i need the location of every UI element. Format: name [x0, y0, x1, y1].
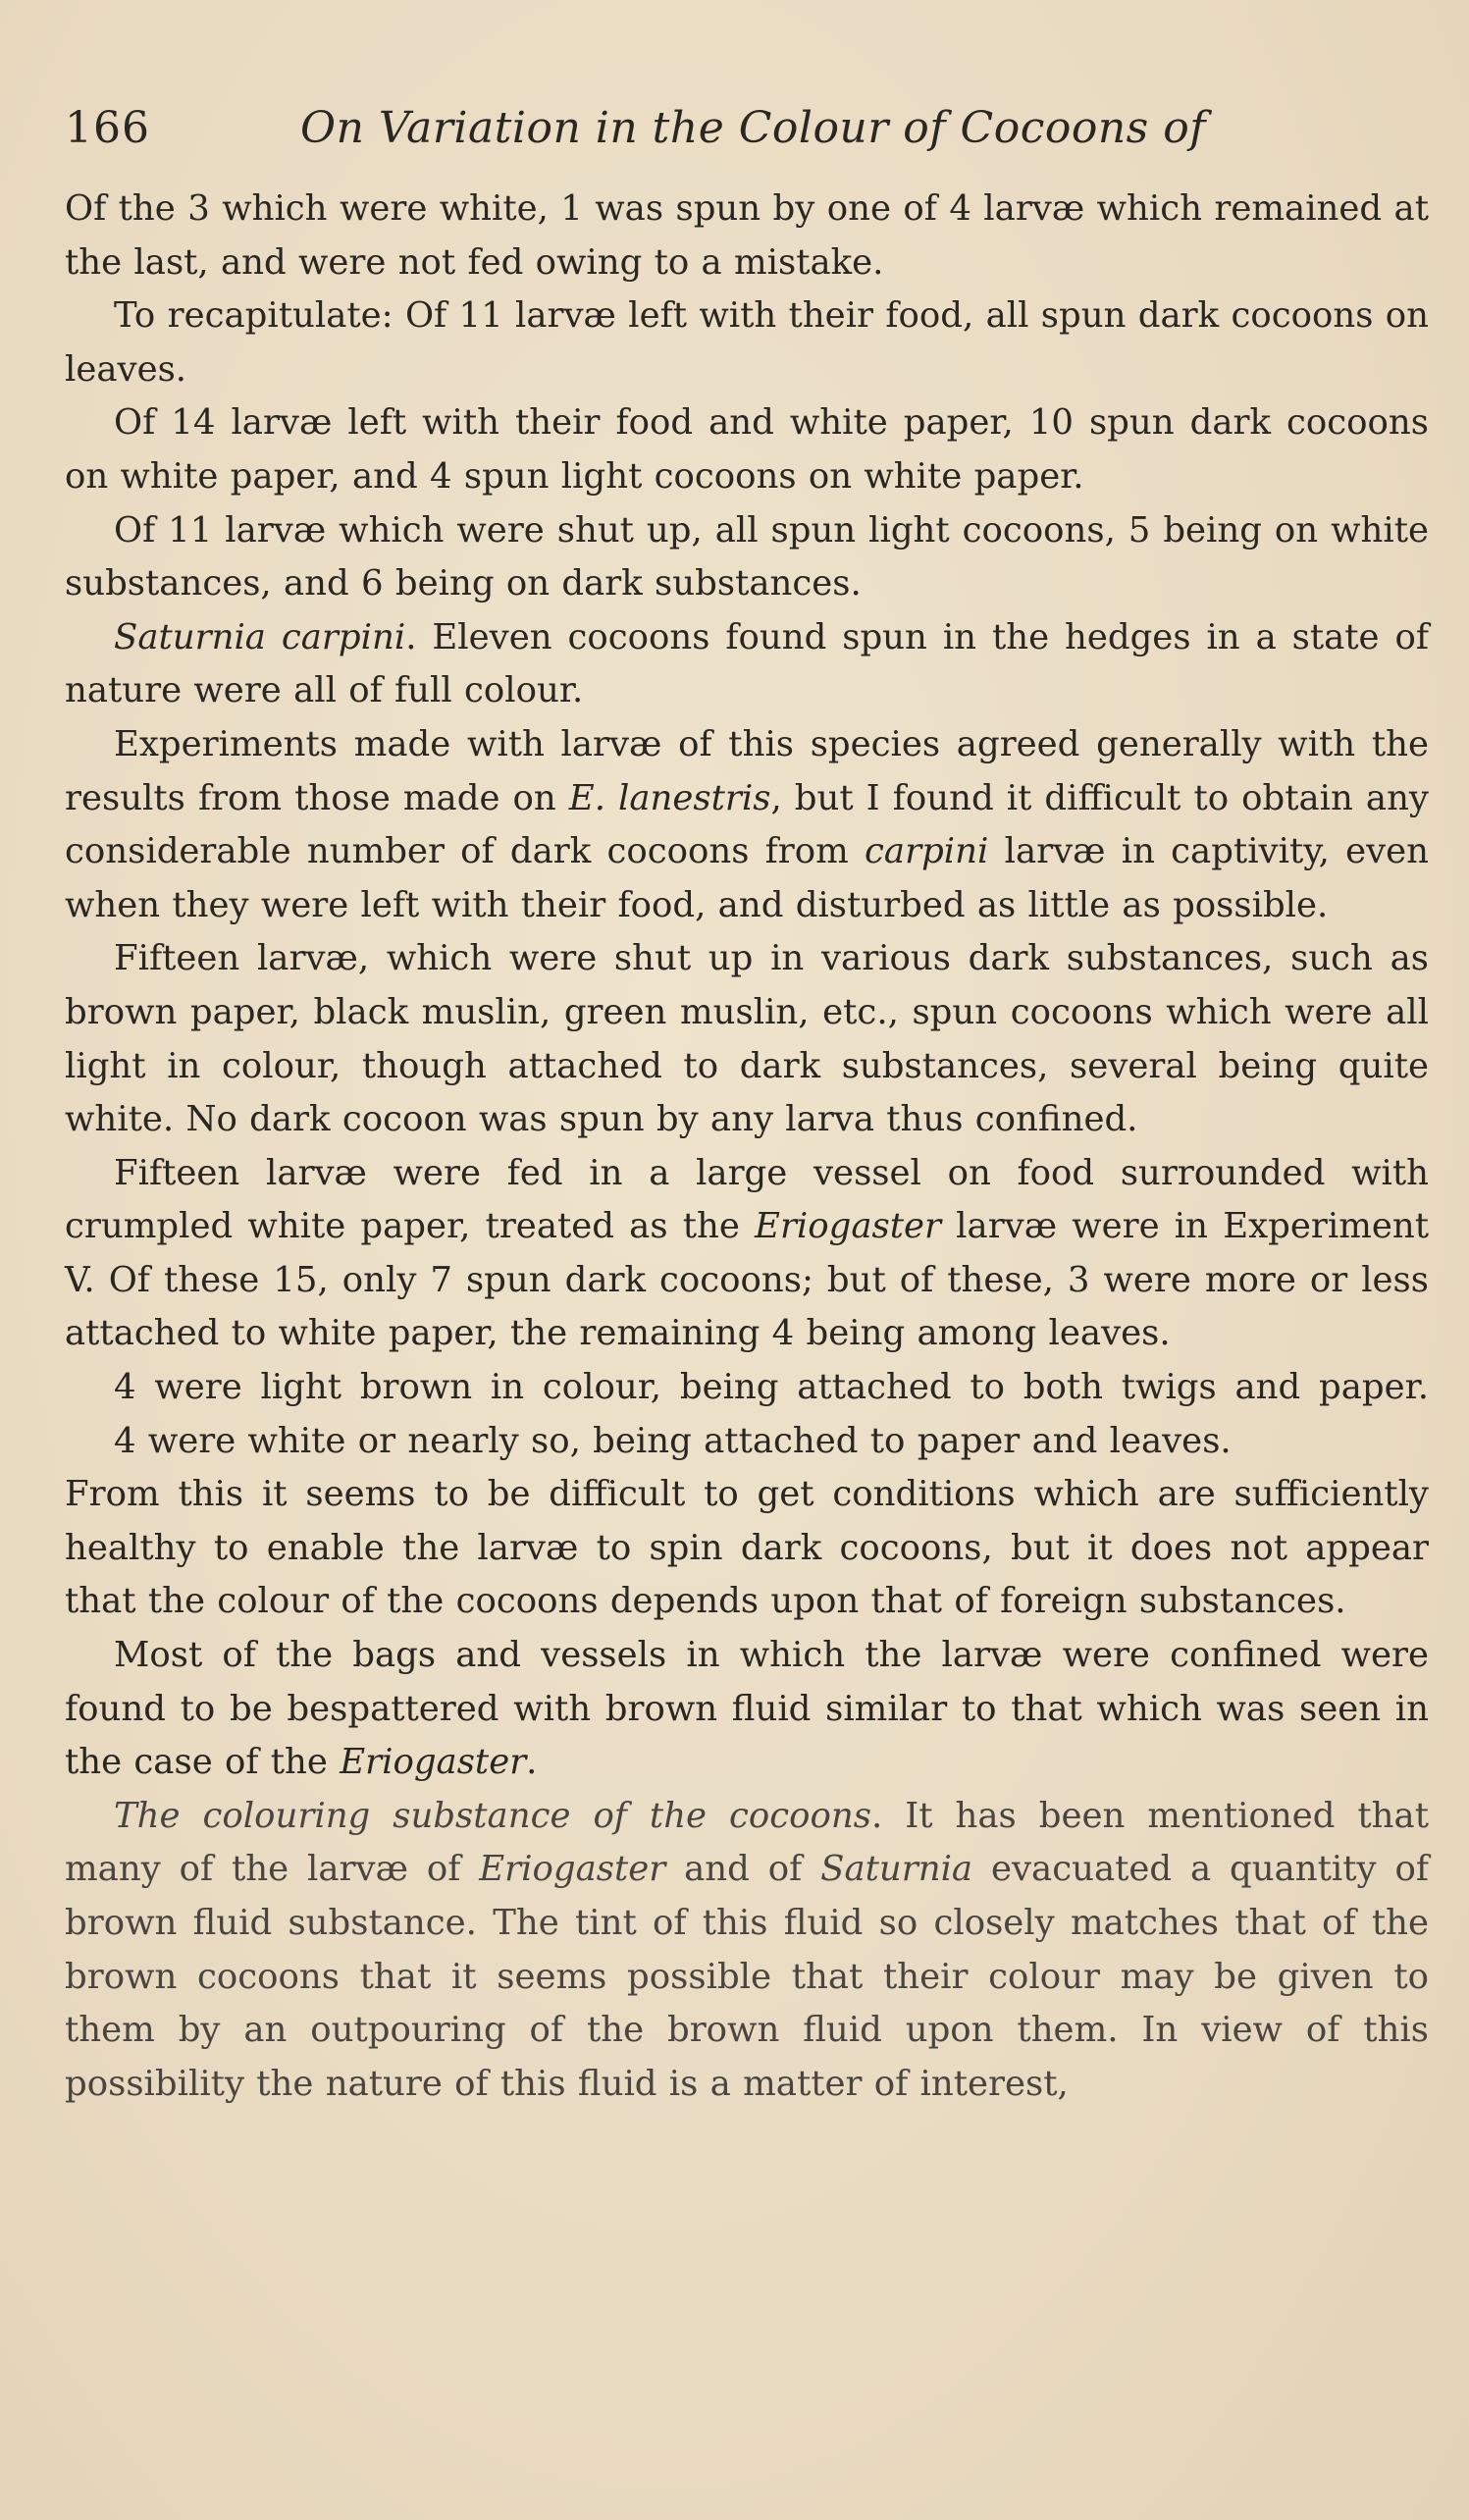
- text-run: , but I found it difficult to obtain any considerable number of dark cocoons from: [65, 777, 1429, 872]
- text-run: Experiments made with larvæ of this species agreed generally with the results from those made on: [65, 723, 1429, 818]
- italic-run: Saturnia carpini: [114, 616, 406, 657]
- paragraph: [65, 396, 1429, 503]
- paragraph: [65, 1415, 1429, 1469]
- paragraph: [65, 504, 1429, 611]
- running-head: On Variation in the Colour of Cocoons of: [300, 103, 1207, 153]
- paragraph: [65, 718, 1429, 932]
- text-run: and of: [665, 1849, 821, 1890]
- text-run: larvæ were in Experiment V. Of these 15, only 7 spun dark cocoons; but of these, 3 were more or less attached to white paper, the remaining 4 being among leaves.: [65, 1206, 1429, 1354]
- paragraph: [65, 1629, 1429, 1790]
- paragraph: [65, 1147, 1429, 1361]
- text-run: .: [526, 1742, 538, 1783]
- text-run: From this it seems to be difficult to get conditions which are sufficiently healthy to enable the larvæ to spin dark cocoons, but it does not appear that the colour of the cocoons depends upon that of foreign substances.: [65, 1474, 1429, 1622]
- text-run: . Eleven cocoons found spun in the hedges in a state of nature were all of full colour.: [65, 616, 1429, 711]
- text-run: larvæ in captivity, even when they were left with their food, and disturbed as little as possible.: [65, 831, 1430, 925]
- text-run: Of 11 larvæ which were shut up, all spun light cocoons, 5 being on white substances, and 6 being on dark substances.: [65, 509, 1429, 604]
- text-run: To recapitulate: Of 11 larvæ left with their food, all spun dark cocoons on leaves.: [65, 295, 1429, 390]
- text-run: Of the 3 which were white, 1 was spun by one of 4 larvæ which remained at the last, and were not fed owing to a mistake.: [65, 188, 1429, 283]
- italic-run: Eriogaster: [340, 1742, 527, 1783]
- text-run: 4 were white or nearly so, being attached to paper and leaves.: [114, 1420, 1232, 1461]
- paragraph: [65, 1468, 1429, 1629]
- text-run: evacuated a quantity of brown fluid substance. The tint of this fluid so closely matches that of the brown cocoons that it seems possible that their colour may be given to them by an outpouring of the brown fluid upon them. In view of this possibility the nature of this fluid is a matter of interest,: [65, 1849, 1429, 2104]
- italic-run: Saturnia: [820, 1849, 973, 1890]
- paragraph: [65, 183, 1429, 289]
- paragraph: [65, 611, 1429, 718]
- text-run: Fifteen larvæ, which were shut up in various dark substances, such as brown paper, black muslin, green muslin, etc., spun cocoons which were all light in colour, though attached to dark substances, several being quite white. No dark cocoon was spun by any larva thus confined.: [65, 938, 1429, 1140]
- text-run: 4 were light brown in colour, being attached to both twigs and paper.: [114, 1367, 1429, 1408]
- page-number: 166: [65, 103, 150, 153]
- text-run: Of 14 larvæ left with their food and white paper, 10 spun dark cocoons on white paper, and 4 spun light cocoons on white paper.: [65, 402, 1429, 497]
- italic-run: Eriogaster: [479, 1849, 666, 1890]
- paragraph: [65, 932, 1429, 1146]
- italic-run: Eriogaster: [755, 1206, 941, 1247]
- italic-run: The colouring substance of the cocoons: [114, 1795, 871, 1836]
- body-text: [65, 183, 1429, 2111]
- italic-run: E. lanestris: [568, 777, 771, 818]
- text-run: Most of the bags and vessels in which the larvæ were confined were found to be bespattered with brown fluid similar to that which was seen in the case of the: [65, 1635, 1429, 1783]
- page-header: [65, 94, 1439, 163]
- paragraph: [65, 1790, 1429, 2112]
- text-run: Fifteen larvæ were fed in a large vessel on food surrounded with crumpled white paper, treated as the: [65, 1152, 1429, 1247]
- italic-run: carpini: [865, 831, 989, 872]
- text-run: . It has been mentioned that many of the larvæ of: [65, 1795, 1429, 1890]
- paragraph: [65, 1361, 1429, 1415]
- paragraph: [65, 289, 1429, 396]
